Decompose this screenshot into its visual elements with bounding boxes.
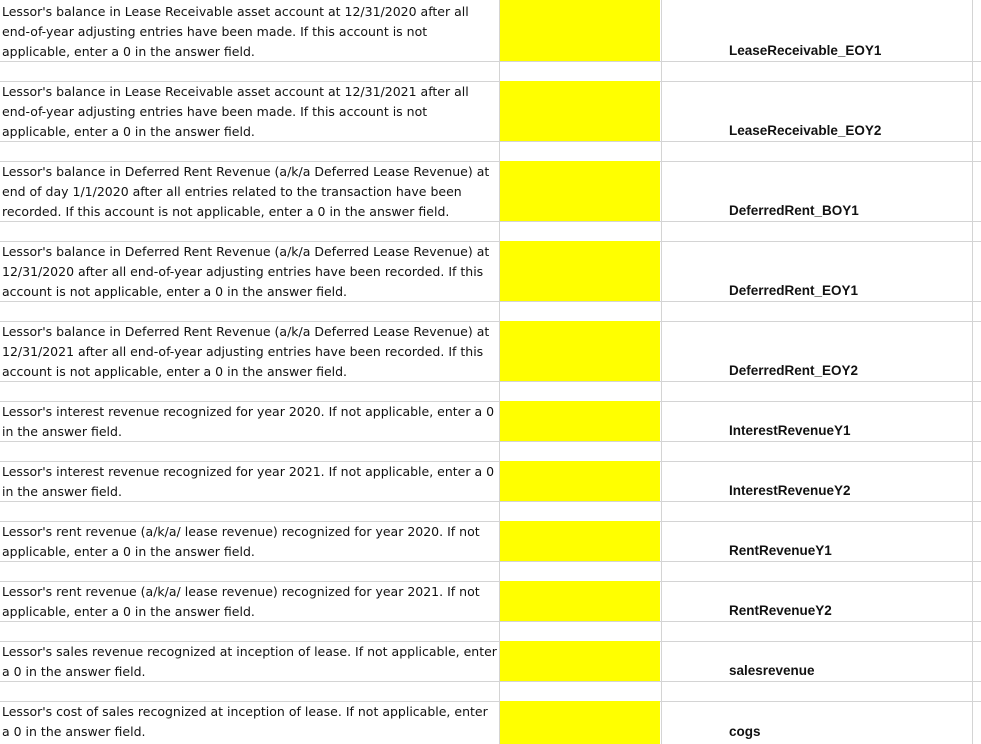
answer-input-cell[interactable] — [500, 81, 660, 141]
question-cell[interactable]: Lessor's interest revenue recognized for year 2021. If not applicable, enter a 0 in the answer field. — [2, 464, 495, 499]
question-cell[interactable]: Lessor's rent revenue (a/k/a/ lease revenue) recognized for year 2021. If not applicable, enter a 0 in the answer field. — [2, 584, 480, 619]
answer-key-cell[interactable]: DeferredRent_EOY1 — [729, 283, 859, 298]
answer-key-cell[interactable]: InterestRevenueY2 — [729, 483, 851, 498]
table-row — [0, 401, 981, 441]
question-cell[interactable]: Lessor's cost of sales recognized at inception of lease. If not applicable, enter a 0 in the answer field. — [2, 704, 488, 739]
answer-input-cell[interactable] — [500, 241, 660, 301]
question-cell[interactable]: Lessor's balance in Deferred Rent Revenue (a/k/a Deferred Lease Revenue) at 12/31/2021 after all end-of-year adjusting entries have been recorded. If this account is not applicable, enter a 0 in the answer field. — [2, 324, 490, 379]
question-cell[interactable]: Lessor's balance in Lease Receivable asset account at 12/31/2020 after all end-of-year adjusting entries have been made. If this account is not applicable, enter a 0 in the answer field. — [2, 4, 469, 59]
table-row — [0, 521, 981, 561]
table-row — [0, 641, 981, 681]
table-row — [0, 241, 981, 301]
answer-input-cell[interactable] — [500, 401, 660, 441]
answer-key-cell[interactable]: LeaseReceivable_EOY1 — [729, 43, 882, 58]
answer-key-cell[interactable]: DeferredRent_BOY1 — [729, 203, 859, 218]
answer-key-cell[interactable]: RentRevenueY1 — [729, 543, 832, 558]
table-row — [0, 321, 981, 381]
question-cell[interactable]: Lessor's balance in Deferred Rent Revenue (a/k/a Deferred Lease Revenue) at end of day 1/1/2020 after all entries related to the transaction have been recorded. If this account is not applicable, enter a 0 in the answer field. — [2, 164, 490, 219]
question-cell[interactable]: Lessor's rent revenue (a/k/a/ lease revenue) recognized for year 2020. If not applicable, enter a 0 in the answer field. — [2, 524, 480, 559]
answer-input-cell[interactable] — [500, 521, 660, 561]
answer-input-cell[interactable] — [500, 161, 660, 221]
table-row — [0, 581, 981, 621]
answer-key-cell[interactable]: InterestRevenueY1 — [729, 423, 851, 438]
answer-key-cell[interactable]: salesrevenue — [729, 663, 815, 678]
answer-input-cell[interactable] — [500, 641, 660, 681]
answer-input-cell[interactable] — [500, 321, 660, 381]
question-cell[interactable]: Lessor's balance in Lease Receivable asset account at 12/31/2021 after all end-of-year adjusting entries have been made. If this account is not applicable, enter a 0 in the answer field. — [2, 84, 469, 139]
question-cell[interactable]: Lessor's balance in Deferred Rent Revenue (a/k/a Deferred Lease Revenue) at 12/31/2020 after all end-of-year adjusting entries have been recorded. If this account is not applicable, enter a 0 in the answer field. — [2, 244, 490, 299]
answer-input-cell[interactable] — [500, 581, 660, 621]
table-row — [0, 0, 981, 61]
answer-key-cell[interactable]: LeaseReceivable_EOY2 — [729, 123, 882, 138]
table-row — [0, 161, 981, 221]
question-cell[interactable]: Lessor's interest revenue recognized for year 2020. If not applicable, enter a 0 in the answer field. — [2, 404, 495, 439]
question-cell[interactable]: Lessor's sales revenue recognized at inception of lease. If not applicable, enter a 0 in the answer field. — [2, 644, 497, 679]
answer-input-cell[interactable] — [500, 701, 660, 744]
answer-key-cell[interactable]: DeferredRent_EOY2 — [729, 363, 859, 378]
table-row — [0, 701, 981, 744]
answer-key-cell[interactable]: RentRevenueY2 — [729, 603, 832, 618]
table-row — [0, 81, 981, 141]
answer-input-cell[interactable] — [500, 461, 660, 501]
answer-input-cell[interactable] — [500, 0, 660, 61]
answer-key-cell[interactable]: cogs — [729, 724, 761, 739]
table-row — [0, 461, 981, 501]
